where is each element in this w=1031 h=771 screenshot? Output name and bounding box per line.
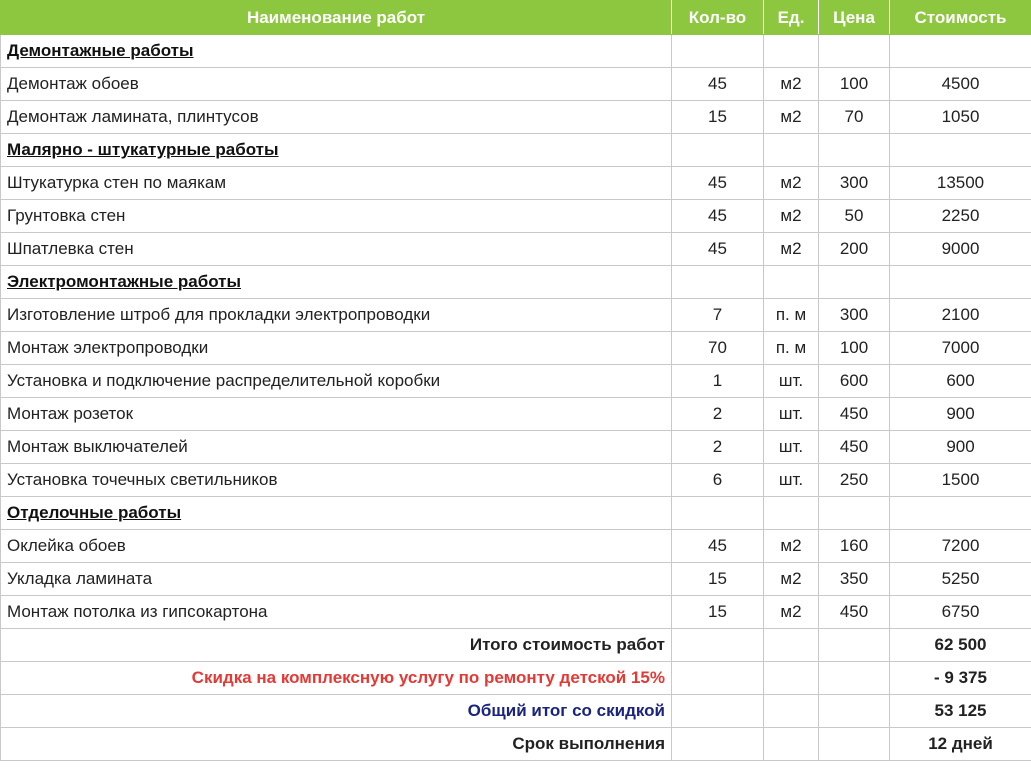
summary-row-term [1,728,1031,761]
work-name: Установка точечных светильников [1,464,672,497]
cell-price: 300 [819,167,890,200]
cell-price [819,134,890,167]
cell-unit: м2 [764,596,819,629]
cell-qty [672,695,764,728]
cell-unit [764,695,819,728]
summary-row-final [1,695,1031,728]
table-row [1,596,1031,629]
cell-cost: 7000 [890,332,1031,365]
cell-cost: 2250 [890,200,1031,233]
section-row [1,497,1031,530]
table-row [1,332,1031,365]
table-row [1,464,1031,497]
cell-qty: 45 [672,167,764,200]
work-name: Грунтовка стен [1,200,672,233]
summary-label: Итого стоимость работ [1,629,672,662]
work-name: Демонтаж ламината, плинтусов [1,101,672,134]
cell-unit: шт. [764,365,819,398]
summary-label: Общий итог со скидкой [1,695,672,728]
cell-price: 450 [819,431,890,464]
cell-qty: 7 [672,299,764,332]
header-cost: Стоимость [890,1,1031,35]
cell-qty: 2 [672,431,764,464]
cell-unit [764,35,819,68]
cell-cost: 900 [890,431,1031,464]
cell-price: 70 [819,101,890,134]
table-row [1,530,1031,563]
section-row [1,266,1031,299]
cell-qty: 1 [672,365,764,398]
summary-row-discount [1,662,1031,695]
cell-qty: 15 [672,596,764,629]
cell-unit: м2 [764,200,819,233]
cell-price [819,662,890,695]
cell-unit: шт. [764,398,819,431]
work-name: Монтаж потолка из гипсокартона [1,596,672,629]
cell-qty: 2 [672,398,764,431]
cell-cost: 4500 [890,68,1031,101]
cell-qty: 45 [672,68,764,101]
cell-unit: п. м [764,332,819,365]
header-unit: Ед. [764,1,819,35]
work-name: Укладка ламината [1,563,672,596]
cell-unit [764,728,819,761]
section-title: Малярно - штукатурные работы [1,134,672,167]
cell-cost: 1050 [890,101,1031,134]
cell-cost [890,266,1031,299]
cell-price [819,497,890,530]
cell-qty [672,728,764,761]
summary-label: Срок выполнения [1,728,672,761]
cell-price: 160 [819,530,890,563]
cell-price: 450 [819,398,890,431]
cell-cost: 1500 [890,464,1031,497]
header-price: Цена [819,1,890,35]
cell-cost [890,134,1031,167]
summary-value: - 9 375 [890,662,1031,695]
cell-cost: 900 [890,398,1031,431]
summary-value: 12 дней [890,728,1031,761]
cell-qty [672,629,764,662]
cell-qty: 15 [672,101,764,134]
cell-price: 350 [819,563,890,596]
section-title: Демонтажные работы [1,35,672,68]
cell-unit: шт. [764,431,819,464]
cell-price [819,266,890,299]
cell-unit [764,629,819,662]
cell-qty [672,497,764,530]
cell-qty: 45 [672,233,764,266]
cell-price: 100 [819,332,890,365]
cell-cost: 6750 [890,596,1031,629]
table-body [1,35,1031,761]
summary-row-total [1,629,1031,662]
work-name: Штукатурка стен по маякам [1,167,672,200]
cell-price: 300 [819,299,890,332]
table-row [1,365,1031,398]
work-name: Изготовление штроб для прокладки электропроводки [1,299,672,332]
cell-unit [764,497,819,530]
cell-cost [890,35,1031,68]
cell-cost [890,497,1031,530]
cell-cost: 9000 [890,233,1031,266]
cell-price: 200 [819,233,890,266]
cell-qty: 45 [672,530,764,563]
cell-price [819,35,890,68]
cell-qty: 45 [672,200,764,233]
cell-unit: м2 [764,563,819,596]
cell-unit: м2 [764,167,819,200]
work-name: Монтаж выключателей [1,431,672,464]
cell-unit [764,662,819,695]
summary-label: Скидка на комплексную услугу по ремонту детской 15% [1,662,672,695]
cell-price: 250 [819,464,890,497]
table-row [1,431,1031,464]
work-name: Демонтаж обоев [1,68,672,101]
work-name: Шпатлевка стен [1,233,672,266]
cell-unit: м2 [764,101,819,134]
cell-qty: 70 [672,332,764,365]
table-header-row [1,1,1031,35]
section-row [1,35,1031,68]
cell-price [819,728,890,761]
cell-unit: м2 [764,530,819,563]
cell-price: 450 [819,596,890,629]
table-row [1,68,1031,101]
cell-price: 100 [819,68,890,101]
cell-price [819,629,890,662]
table-row [1,101,1031,134]
section-title: Электромонтажные работы [1,266,672,299]
cell-cost: 7200 [890,530,1031,563]
cell-unit: м2 [764,68,819,101]
cell-qty [672,662,764,695]
cell-qty: 15 [672,563,764,596]
table-row [1,299,1031,332]
cell-unit [764,266,819,299]
cell-qty [672,266,764,299]
cell-qty [672,35,764,68]
table-row [1,563,1031,596]
cell-price [819,695,890,728]
work-name: Монтаж розеток [1,398,672,431]
header-qty: Кол-во [672,1,764,35]
cell-unit: м2 [764,233,819,266]
cell-qty: 6 [672,464,764,497]
table-row [1,233,1031,266]
cell-cost: 5250 [890,563,1031,596]
summary-value: 53 125 [890,695,1031,728]
cell-unit: шт. [764,464,819,497]
cell-price: 600 [819,365,890,398]
cell-unit [764,134,819,167]
table-row [1,398,1031,431]
summary-value: 62 500 [890,629,1031,662]
cell-qty [672,134,764,167]
cell-price: 50 [819,200,890,233]
table-row [1,200,1031,233]
work-name: Монтаж электропроводки [1,332,672,365]
header-name: Наименование работ [1,1,672,35]
section-row [1,134,1031,167]
cell-cost: 600 [890,365,1031,398]
cell-cost: 13500 [890,167,1031,200]
table-row [1,167,1031,200]
cell-cost: 2100 [890,299,1031,332]
cell-unit: п. м [764,299,819,332]
work-name: Оклейка обоев [1,530,672,563]
section-title: Отделочные работы [1,497,672,530]
work-name: Установка и подключение распределительной коробки [1,365,672,398]
